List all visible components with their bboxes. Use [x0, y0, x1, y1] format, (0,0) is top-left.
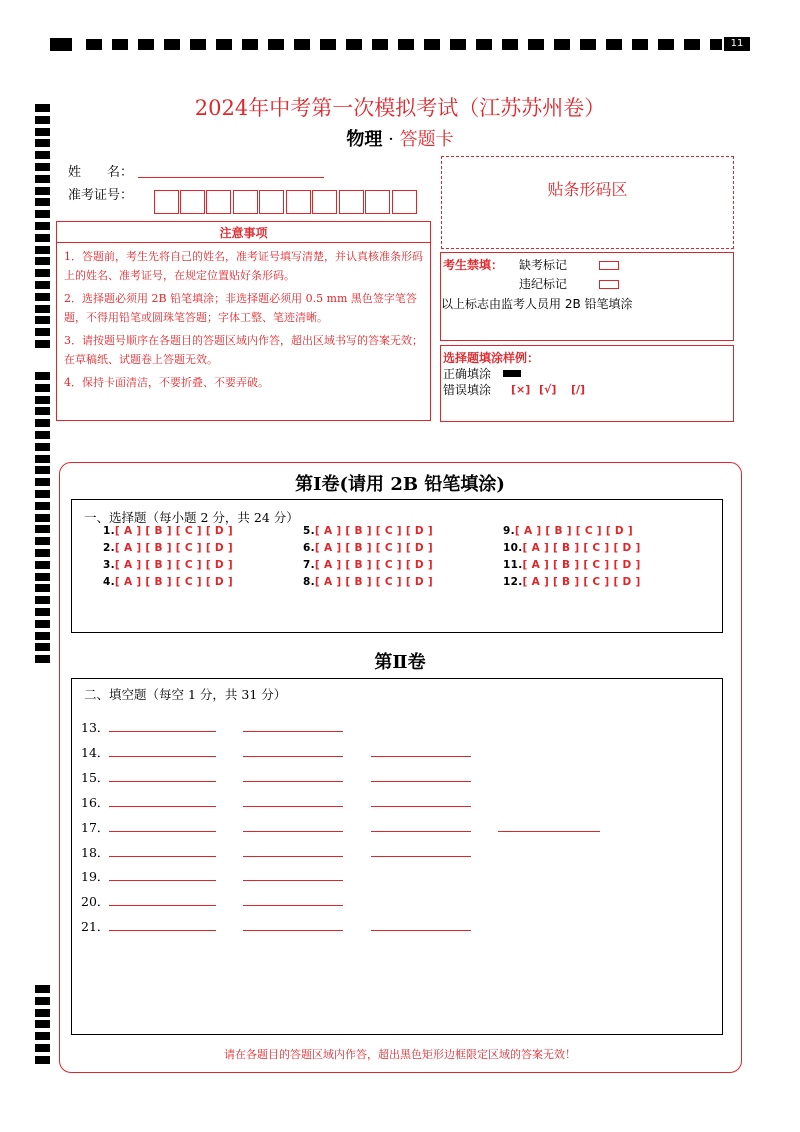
timing-mark: [35, 246, 50, 254]
timing-mark: [35, 198, 50, 206]
id-box[interactable]: [233, 190, 258, 214]
subtitle-dot: ·: [388, 129, 394, 150]
correct-fill-sample: [503, 370, 521, 377]
timing-mark: [35, 431, 50, 439]
timing-mark: [35, 573, 50, 581]
fill-question-number: 13．: [81, 720, 110, 735]
choice-question-number: 12.: [503, 576, 523, 588]
barcode-area: [441, 156, 734, 249]
fill-blank[interactable]: [371, 781, 471, 782]
forbid-box: [440, 252, 734, 341]
fill-blank[interactable]: [243, 731, 343, 732]
choice-options[interactable]: [ A ] [ B ] [ C ] [ D ]: [522, 559, 641, 571]
timing-mark: [35, 281, 50, 289]
timing-mark: [35, 151, 50, 159]
timing-mark: [35, 163, 50, 171]
fill-question-number: 20．: [81, 894, 110, 910]
wrong-mark-slash: [/]: [571, 383, 586, 396]
fill-blank[interactable]: [243, 880, 343, 881]
timing-mark: [35, 455, 50, 463]
notice-title: 注意事项: [219, 226, 268, 240]
id-box[interactable]: [312, 190, 337, 214]
timing-mark: [35, 210, 50, 218]
timing-mark: [35, 384, 50, 392]
choice-question-number: 2.: [103, 542, 115, 554]
choice-question[interactable]: [103, 576, 233, 588]
sample-box: [440, 345, 734, 422]
fill-blank[interactable]: [109, 781, 216, 782]
fill-section-title: 二、填空题（每空 1 分，共 31 分）: [84, 687, 287, 702]
id-box[interactable]: [339, 190, 364, 214]
id-box[interactable]: [206, 190, 231, 214]
choice-question[interactable]: [103, 542, 233, 554]
fill-blank[interactable]: [371, 930, 471, 931]
timing-mark: [35, 175, 50, 183]
forbid-label: 考生禁填：: [443, 258, 504, 272]
notice-item: 1．答题前，考生先将自己的姓名，准考证号填写清楚，并认真核准条形码上的姓名、准考证号，在规定位置贴好条形码。: [64, 250, 423, 282]
violation-mark-box[interactable]: [599, 280, 619, 289]
choice-question-number: 11.: [503, 559, 523, 571]
choice-question[interactable]: [503, 559, 641, 571]
name-label: 姓 名：: [68, 165, 134, 180]
choice-question[interactable]: [503, 542, 641, 554]
timing-mark: [35, 407, 50, 415]
notice-item: 3．请按题号顺序在各题目的答题区域内作答，超出区域书写的答案无效；在草稿纸、试题卷上答题无效。: [64, 334, 423, 366]
page-number: 11: [724, 37, 750, 51]
fill-blank[interactable]: [109, 806, 216, 807]
subtitle: [0, 125, 800, 151]
timing-mark: [35, 419, 50, 427]
timing-mark: [35, 514, 50, 522]
fill-blank[interactable]: [243, 756, 343, 757]
fill-blank[interactable]: [243, 856, 343, 857]
choice-options[interactable]: [ A ] [ B ] [ C ] [ D ]: [522, 542, 641, 554]
footer-warning: 请在各题目的答题区域内作答，超出黑色矩形边框限定区域的答案无效！: [224, 1048, 576, 1061]
id-box[interactable]: [154, 190, 179, 214]
choice-question[interactable]: [303, 559, 433, 571]
fill-blank[interactable]: [371, 756, 471, 757]
choice-question-number: 5.: [303, 525, 315, 537]
choice-question[interactable]: [303, 576, 433, 588]
choice-options[interactable]: [ A ] [ B ] [ C ] [ D ]: [114, 542, 233, 554]
choice-options[interactable]: [ A ] [ B ] [ C ] [ D ]: [314, 576, 433, 588]
choice-options[interactable]: [ A ] [ B ] [ C ] [ D ]: [314, 525, 433, 537]
choice-options[interactable]: [ A ] [ B ] [ C ] [ D ]: [114, 559, 233, 571]
fill-blank[interactable]: [243, 930, 343, 931]
choice-options[interactable]: [ A ] [ B ] [ C ] [ D ]: [514, 525, 633, 537]
timing-mark: [35, 372, 50, 380]
part1-title: 第Ⅰ卷(请用 2B 铅笔填涂): [295, 474, 505, 495]
fill-blank[interactable]: [109, 831, 216, 832]
choice-options[interactable]: [ A ] [ B ] [ C ] [ D ]: [114, 576, 233, 588]
id-label: 准考证号：: [68, 188, 134, 203]
id-box[interactable]: [392, 190, 417, 214]
absent-label: 缺考标记: [519, 258, 568, 272]
timing-mark: [35, 997, 50, 1005]
timing-mark: [35, 187, 50, 195]
wrong-mark-x: [×]: [511, 383, 531, 396]
timing-mark: [35, 328, 50, 336]
name-field[interactable]: [138, 160, 324, 178]
timing-mark: [35, 340, 50, 348]
fill-blank[interactable]: [109, 731, 216, 732]
timing-mark: [35, 1009, 50, 1017]
timing-mark: [35, 257, 50, 265]
timing-mark: [35, 396, 50, 404]
notice-header: [56, 221, 431, 243]
forbid-note: 以上标志由监考人员用 2B 铅笔填涂: [441, 297, 633, 311]
fill-blank[interactable]: [243, 831, 343, 832]
answer-card-label: 答题卡: [399, 129, 454, 150]
fill-blank[interactable]: [109, 856, 216, 857]
fill-blank[interactable]: [109, 930, 216, 931]
choice-section-title: 一、选择题（每小题 2 分，共 24 分）: [84, 510, 299, 525]
fill-blank[interactable]: [243, 905, 343, 906]
id-box[interactable]: [180, 190, 205, 214]
timing-mark: [35, 269, 50, 277]
timing-mark: [35, 608, 50, 616]
fill-question-number: 16．: [81, 794, 110, 810]
absent-mark-box[interactable]: [599, 261, 619, 270]
choice-options[interactable]: [ A ] [ B ] [ C ] [ D ]: [314, 542, 433, 554]
fill-blank[interactable]: [371, 806, 471, 807]
choice-question-number: 8.: [303, 576, 315, 588]
fill-question-number: 18．: [81, 844, 110, 860]
fill-question-number: 21．: [81, 919, 110, 935]
timing-mark: [35, 502, 50, 510]
correct-label: 正确填涂: [443, 367, 492, 381]
id-box[interactable]: [286, 190, 311, 214]
choice-question-number: 9.: [503, 525, 515, 537]
timing-mark: [35, 234, 50, 242]
violation-label: 违纪标记: [519, 277, 568, 291]
timing-mark: [35, 316, 50, 324]
id-box[interactable]: [365, 190, 390, 214]
fill-blank[interactable]: [243, 781, 343, 782]
wrong-mark-check: [√]: [539, 383, 557, 396]
sample-title: 选择题填涂样例：: [443, 351, 540, 365]
choice-question-number: 10.: [503, 542, 523, 554]
choice-options[interactable]: [ A ] [ B ] [ C ] [ D ]: [114, 525, 233, 537]
timing-mark: [35, 1032, 50, 1040]
fill-blank[interactable]: [371, 856, 471, 857]
part2-title: 第Ⅱ卷: [374, 652, 426, 673]
choice-question[interactable]: [303, 542, 433, 554]
timing-mark: [35, 222, 50, 230]
fill-question-number: 15．: [81, 769, 110, 785]
fill-question-number: 17．: [81, 819, 110, 835]
barcode-area-label: 贴条形码区: [547, 180, 628, 199]
timing-mark: [35, 549, 50, 557]
timing-mark: [35, 537, 50, 545]
fill-blank[interactable]: [109, 756, 216, 757]
fill-blank[interactable]: [109, 905, 216, 906]
timing-mark: [35, 632, 50, 640]
wrong-label: 错误填涂: [443, 383, 492, 397]
choice-question[interactable]: [503, 576, 641, 588]
choice-options[interactable]: [ A ] [ B ] [ C ] [ D ]: [314, 559, 433, 571]
choice-options[interactable]: [ A ] [ B ] [ C ] [ D ]: [522, 576, 641, 588]
choice-question-number: 1.: [103, 525, 115, 537]
timing-mark: [35, 584, 50, 592]
choice-question[interactable]: [303, 525, 433, 537]
choice-question-number: 7.: [303, 559, 315, 571]
fill-blank[interactable]: [243, 806, 343, 807]
timing-mark: [35, 293, 50, 301]
timing-mark: [35, 443, 50, 451]
timing-mark: [35, 1020, 50, 1028]
fill-question-number: 14．: [81, 744, 110, 760]
subject-label: 物理: [346, 129, 383, 150]
choice-question-number: 6.: [303, 542, 315, 554]
fill-blank[interactable]: [109, 880, 216, 881]
timing-mark: [35, 596, 50, 604]
fill-blank[interactable]: [498, 831, 600, 832]
timing-mark: [35, 305, 50, 313]
choice-question-number: 4.: [103, 576, 115, 588]
notice-item: 2．选择题必须用 2B 铅笔填涂；非选择题必须用 0.5 mm 黑色签字笔答题，不得用铅笔或圆珠笔答题；字体工整、笔迹清晰。: [64, 292, 417, 324]
fill-question-number: 19．: [81, 869, 110, 885]
choice-question[interactable]: [103, 525, 233, 537]
fill-blank[interactable]: [371, 831, 471, 832]
timing-mark: [35, 561, 50, 569]
choice-question-number: 3.: [103, 559, 115, 571]
timing-mark: [35, 985, 50, 993]
choice-question[interactable]: [503, 525, 633, 537]
id-box[interactable]: [259, 190, 284, 214]
timing-mark: [35, 620, 50, 628]
choice-question[interactable]: [103, 559, 233, 571]
notice-item: 4．保持卡面清洁，不要折叠、不要弄破。: [64, 376, 269, 389]
timing-mark: [35, 525, 50, 533]
page-title: 2024年中考第一次模拟考试（江苏苏州卷）: [194, 96, 606, 120]
